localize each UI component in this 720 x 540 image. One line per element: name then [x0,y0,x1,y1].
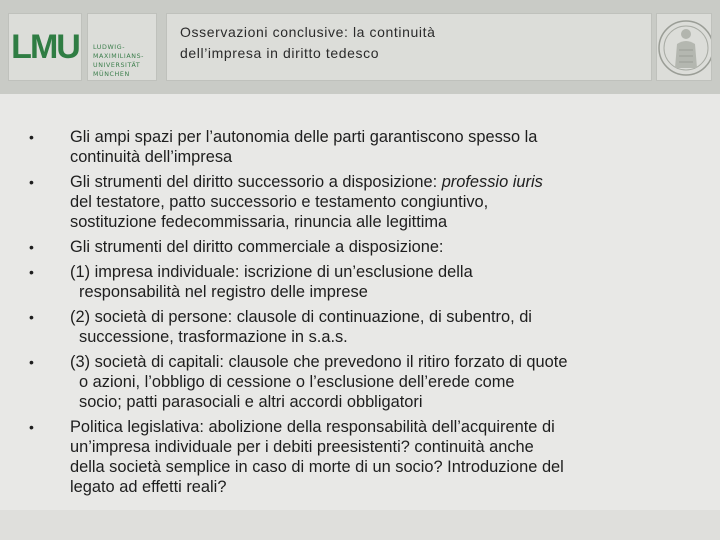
bullet-dot-icon: • [29,354,34,370]
italic-term: professio iuris [441,173,543,191]
bullet-line: o azioni, l’obbligo di cessione o l’esclusione dell’erede come [79,373,515,391]
university-name-box [87,13,157,81]
bullet-line: Gli strumenti del diritto commerciale a disposizione: [70,238,444,256]
bullet-dot-icon: • [29,419,34,435]
title-box [166,13,652,81]
logo-text: LMU [11,27,79,66]
bullet-dot-icon: • [29,309,34,325]
bullet-item [26,127,691,167]
bullet-line: socio; patti parasociali e altri accordi obbligatori [79,393,423,411]
university-name: LUDWIG- MAXIMILIANS- UNIVERSITÄT MÜNCHEN [93,44,145,78]
bullet-line: successione, trasformazione in s.a.s. [79,328,348,346]
bullet-line: legato ad effetti reali? [70,478,227,496]
lmu-logo [8,13,82,81]
bullet-dot-icon: • [29,239,34,255]
bullet-line: Politica legislativa: abolizione della responsabilità dell’acquirente di [70,418,555,436]
header-band [0,0,720,94]
bullet-line: della società semplice in caso di morte di un socio? Introduzione del [70,458,564,476]
bullet-line: (2) società di persone: clausole di continuazione, di subentro, di [70,308,532,326]
bullet-item [26,172,691,232]
bullet-item [26,307,691,347]
bullet-line: un’impresa individuale per i debiti preesistenti? continuità anche [70,438,534,456]
bullet-dot-icon: • [29,174,34,190]
bullet-line: sostituzione fedecommissaria, rinuncia alle legittima [70,213,448,231]
bullet-item [26,237,691,257]
bullet-line: Gli ampi spazi per l’autonomia delle parti garantiscono spesso la [70,128,538,146]
footer-band [0,510,720,540]
bullet-item [26,352,691,412]
bullet-list [26,127,691,497]
bullet-dot-icon: • [29,129,34,145]
bullet-line: del testatore, patto successorio e testamento congiuntivo, [70,193,489,211]
slide-content [26,127,691,502]
bullet-item [26,417,691,497]
slide-title: Osservazioni conclusive: la continuità dell’impresa in diritto tedesco [180,24,436,61]
bullet-line: (3) società di capitali: clausole che prevedono il ritiro forzato di quote [70,353,568,371]
bullet-line: responsabilità nel registro delle imprese [79,283,368,301]
university-seal-icon [656,13,712,81]
bullet-item [26,262,691,302]
bullet-line: continuità dell’impresa [70,148,233,166]
bullet-line: Gli strumenti del diritto successorio a disposizione: professio iuris [70,173,543,191]
bullet-dot-icon: • [29,264,34,280]
bullet-line: (1) impresa individuale: iscrizione di un’esclusione della [70,263,473,281]
